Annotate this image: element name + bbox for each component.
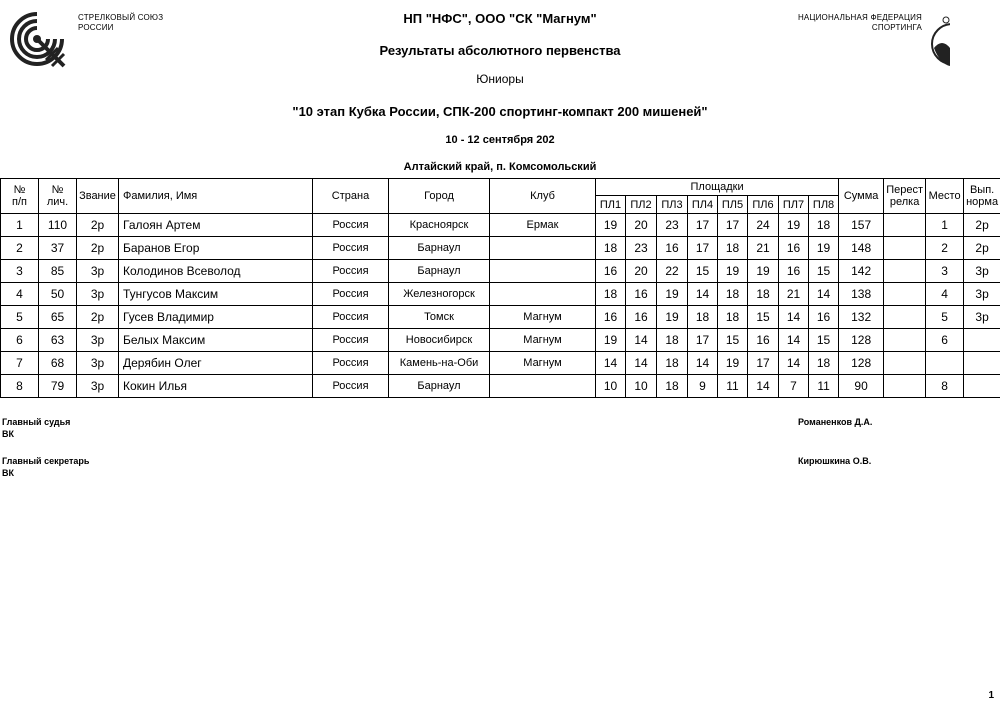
cell-club: Магнум <box>490 306 596 329</box>
cell-ground-score: 16 <box>748 329 779 352</box>
cell-ground-score: 21 <box>748 237 779 260</box>
cell-ground-score: 16 <box>626 283 657 306</box>
col-ground: ПЛ8 <box>809 196 839 214</box>
cell-ground-score: 23 <box>657 214 688 237</box>
cell-license: 110 <box>39 214 77 237</box>
cell-club: Магнум <box>490 329 596 352</box>
cell-place: 2 <box>926 237 964 260</box>
cell-name: Белых Максим <box>119 329 313 352</box>
cell-ground-score: 18 <box>718 283 748 306</box>
cell-country: Россия <box>313 375 389 398</box>
cell-ground-score: 19 <box>657 283 688 306</box>
cell-ground-score: 7 <box>779 375 809 398</box>
cell-ground-score: 14 <box>779 352 809 375</box>
cell-ground-score: 14 <box>596 352 626 375</box>
col-sum: Сумма <box>839 179 884 214</box>
cell-city: Новосибирск <box>389 329 490 352</box>
cell-ground-score: 19 <box>718 352 748 375</box>
cell-club <box>490 260 596 283</box>
cell-club: Ермак <box>490 214 596 237</box>
cell-norm: 3р <box>964 283 1000 306</box>
org-right-line2: СПОРТИНГА <box>871 23 922 32</box>
cell-rank: 3р <box>77 352 119 375</box>
judge-category: ВК <box>2 429 14 439</box>
org-left-line2: РОССИИ <box>78 23 114 32</box>
cell-number: 6 <box>1 329 39 352</box>
cell-country: Россия <box>313 260 389 283</box>
cell-ground-score: 14 <box>626 329 657 352</box>
col-name: Фамилия, Имя <box>119 179 313 214</box>
table-row <box>1 237 1000 260</box>
cell-license: 63 <box>39 329 77 352</box>
cell-ground-score: 19 <box>657 306 688 329</box>
col-city: Город <box>389 179 490 214</box>
secretary-category: ВК <box>2 468 14 478</box>
cell-ground-score: 18 <box>688 306 718 329</box>
secretary-block <box>2 455 89 479</box>
cell-license: 50 <box>39 283 77 306</box>
cell-club <box>490 237 596 260</box>
col-number: № п/п <box>1 179 39 214</box>
cell-rank: 2р <box>77 306 119 329</box>
col-license: № лич. <box>39 179 77 214</box>
cell-ground-score: 21 <box>779 283 809 306</box>
cell-ground-score: 14 <box>688 283 718 306</box>
cell-city: Барнаул <box>389 375 490 398</box>
cell-ground-score: 11 <box>718 375 748 398</box>
cell-ground-score: 18 <box>809 352 839 375</box>
table-row <box>1 260 1000 283</box>
table-row <box>1 352 1000 375</box>
cell-sum: 128 <box>839 352 884 375</box>
cell-ground-score: 15 <box>688 260 718 283</box>
cell-sum: 132 <box>839 306 884 329</box>
cell-sum: 138 <box>839 283 884 306</box>
cell-number: 2 <box>1 237 39 260</box>
col-ground: ПЛ7 <box>779 196 809 214</box>
cell-place: 3 <box>926 260 964 283</box>
cell-name: Тунгусов Максим <box>119 283 313 306</box>
cell-city: Барнаул <box>389 260 490 283</box>
col-ground: ПЛ1 <box>596 196 626 214</box>
cell-license: 85 <box>39 260 77 283</box>
cell-license: 37 <box>39 237 77 260</box>
col-ground: ПЛ4 <box>688 196 718 214</box>
col-rank: Звание <box>77 179 119 214</box>
col-place: Место <box>926 179 964 214</box>
cell-place: 4 <box>926 283 964 306</box>
cell-ground-score: 15 <box>718 329 748 352</box>
cell-number: 7 <box>1 352 39 375</box>
cell-shootoff <box>884 306 926 329</box>
cell-norm: 3р <box>964 306 1000 329</box>
cell-norm: 2р <box>964 237 1000 260</box>
cell-ground-score: 9 <box>688 375 718 398</box>
cell-ground-score: 16 <box>779 260 809 283</box>
cell-country: Россия <box>313 306 389 329</box>
cell-norm: 2р <box>964 214 1000 237</box>
cell-ground-score: 20 <box>626 260 657 283</box>
cell-ground-score: 14 <box>779 329 809 352</box>
cell-number: 4 <box>1 283 39 306</box>
cell-name: Дерябин Олег <box>119 352 313 375</box>
col-ground: ПЛ5 <box>718 196 748 214</box>
cell-ground-score: 14 <box>626 352 657 375</box>
cell-city: Железногорск <box>389 283 490 306</box>
cell-shootoff <box>884 260 926 283</box>
col-norm: Вып. норма <box>964 179 1000 214</box>
page-number: 1 <box>988 690 994 701</box>
cell-country: Россия <box>313 283 389 306</box>
cell-country: Россия <box>313 214 389 237</box>
cell-ground-score: 18 <box>657 375 688 398</box>
cell-rank: 3р <box>77 260 119 283</box>
event-location: Алтайский край, п. Комсомольский <box>403 161 597 173</box>
col-club: Клуб <box>490 179 596 214</box>
cell-club: Магнум <box>490 352 596 375</box>
cell-name: Гусев Владимир <box>119 306 313 329</box>
organizers: НП "НФС", ООО "СК "Магнум" <box>403 11 597 26</box>
cell-ground-score: 18 <box>718 237 748 260</box>
cell-ground-score: 17 <box>748 352 779 375</box>
cell-ground-score: 18 <box>718 306 748 329</box>
cell-ground-score: 16 <box>657 237 688 260</box>
cell-ground-score: 16 <box>809 306 839 329</box>
cell-number: 3 <box>1 260 39 283</box>
cell-ground-score: 14 <box>688 352 718 375</box>
cell-ground-score: 18 <box>657 352 688 375</box>
cell-ground-score: 16 <box>596 260 626 283</box>
cell-city: Томск <box>389 306 490 329</box>
cell-rank: 3р <box>77 329 119 352</box>
cell-ground-score: 24 <box>748 214 779 237</box>
cell-place: 8 <box>926 375 964 398</box>
cell-ground-score: 17 <box>688 237 718 260</box>
cell-place: 6 <box>926 329 964 352</box>
judge-block <box>2 416 70 440</box>
cell-city: Красноярск <box>389 214 490 237</box>
cell-ground-score: 19 <box>809 237 839 260</box>
cell-ground-score: 18 <box>748 283 779 306</box>
cell-license: 68 <box>39 352 77 375</box>
table-row <box>1 329 1000 352</box>
cell-country: Россия <box>313 237 389 260</box>
table-row <box>1 283 1000 306</box>
cell-shootoff <box>884 329 926 352</box>
cell-ground-score: 16 <box>596 306 626 329</box>
cell-number: 8 <box>1 375 39 398</box>
cell-place <box>926 352 964 375</box>
cell-rank: 3р <box>77 375 119 398</box>
cell-ground-score: 14 <box>748 375 779 398</box>
cell-ground-score: 14 <box>779 306 809 329</box>
table-row <box>1 306 1000 329</box>
cell-ground-score: 17 <box>718 214 748 237</box>
cell-norm <box>964 375 1000 398</box>
cell-ground-score: 10 <box>626 375 657 398</box>
cell-place: 5 <box>926 306 964 329</box>
page-title: Результаты абсолютного первенства <box>379 43 621 58</box>
cell-ground-score: 18 <box>596 237 626 260</box>
cell-ground-score: 15 <box>809 260 839 283</box>
cell-license: 65 <box>39 306 77 329</box>
cell-shootoff <box>884 214 926 237</box>
cell-ground-score: 18 <box>596 283 626 306</box>
cell-sum: 128 <box>839 329 884 352</box>
cell-sum: 157 <box>839 214 884 237</box>
cell-country: Россия <box>313 329 389 352</box>
cell-ground-score: 19 <box>596 329 626 352</box>
org-left-line1: СТРЕЛКОВЫЙ СОЮЗ <box>78 13 164 22</box>
cell-ground-score: 19 <box>779 214 809 237</box>
secretary-title: Главный секретарь <box>2 456 90 466</box>
cell-ground-score: 19 <box>596 214 626 237</box>
cell-ground-score: 19 <box>718 260 748 283</box>
judge-name: Романенков Д.А. <box>798 417 873 427</box>
cell-ground-score: 20 <box>626 214 657 237</box>
table-row <box>1 214 1000 237</box>
table-row <box>1 375 1000 398</box>
cell-country: Россия <box>313 352 389 375</box>
cell-ground-score: 18 <box>809 214 839 237</box>
cell-ground-score: 10 <box>596 375 626 398</box>
cell-city: Барнаул <box>389 237 490 260</box>
cell-name: Кокин Илья <box>119 375 313 398</box>
cell-license: 79 <box>39 375 77 398</box>
cell-ground-score: 17 <box>688 214 718 237</box>
cell-ground-score: 17 <box>688 329 718 352</box>
results-table <box>0 178 1000 398</box>
cell-number: 1 <box>1 214 39 237</box>
col-shootoff: Перест релка <box>884 179 926 214</box>
cell-ground-score: 23 <box>626 237 657 260</box>
col-ground: ПЛ3 <box>657 196 688 214</box>
org-right-line1: НАЦИОНАЛЬНАЯ ФЕДЕРАЦИЯ <box>797 13 922 22</box>
cell-shootoff <box>884 237 926 260</box>
cell-sum: 90 <box>839 375 884 398</box>
cell-norm <box>964 352 1000 375</box>
cell-name: Галоян Артем <box>119 214 313 237</box>
cell-shootoff <box>884 352 926 375</box>
cell-ground-score: 16 <box>626 306 657 329</box>
cell-ground-score: 18 <box>657 329 688 352</box>
cell-sum: 148 <box>839 237 884 260</box>
secretary-name: Кирюшкина О.В. <box>798 456 872 466</box>
col-grounds: Площадки <box>596 179 839 196</box>
cell-norm: 3р <box>964 260 1000 283</box>
cell-city: Камень-на-Оби <box>389 352 490 375</box>
cell-shootoff <box>884 375 926 398</box>
cell-rank: 2р <box>77 237 119 260</box>
cell-ground-score: 16 <box>779 237 809 260</box>
cell-ground-score: 11 <box>809 375 839 398</box>
col-ground: ПЛ6 <box>748 196 779 214</box>
cell-sum: 142 <box>839 260 884 283</box>
cell-rank: 2р <box>77 214 119 237</box>
col-ground: ПЛ2 <box>626 196 657 214</box>
cell-ground-score: 15 <box>809 329 839 352</box>
event-dates: 10 - 12 сентября 202 <box>445 134 555 146</box>
cell-club <box>490 283 596 306</box>
category: Юниоры <box>476 72 524 86</box>
cell-name: Колодинов Всеволод <box>119 260 313 283</box>
cell-place: 1 <box>926 214 964 237</box>
cell-ground-score: 22 <box>657 260 688 283</box>
cell-shootoff <box>884 283 926 306</box>
cell-ground-score: 15 <box>748 306 779 329</box>
judge-title: Главный судья <box>2 417 71 427</box>
col-country: Страна <box>313 179 389 214</box>
cell-number: 5 <box>1 306 39 329</box>
event-name: "10 этап Кубка России, СПК-200 спортинг-компакт 200 мишеней" <box>292 104 708 119</box>
cell-ground-score: 14 <box>809 283 839 306</box>
cell-rank: 3р <box>77 283 119 306</box>
cell-norm <box>964 329 1000 352</box>
cell-ground-score: 19 <box>748 260 779 283</box>
cell-club <box>490 375 596 398</box>
cell-name: Баранов Егор <box>119 237 313 260</box>
